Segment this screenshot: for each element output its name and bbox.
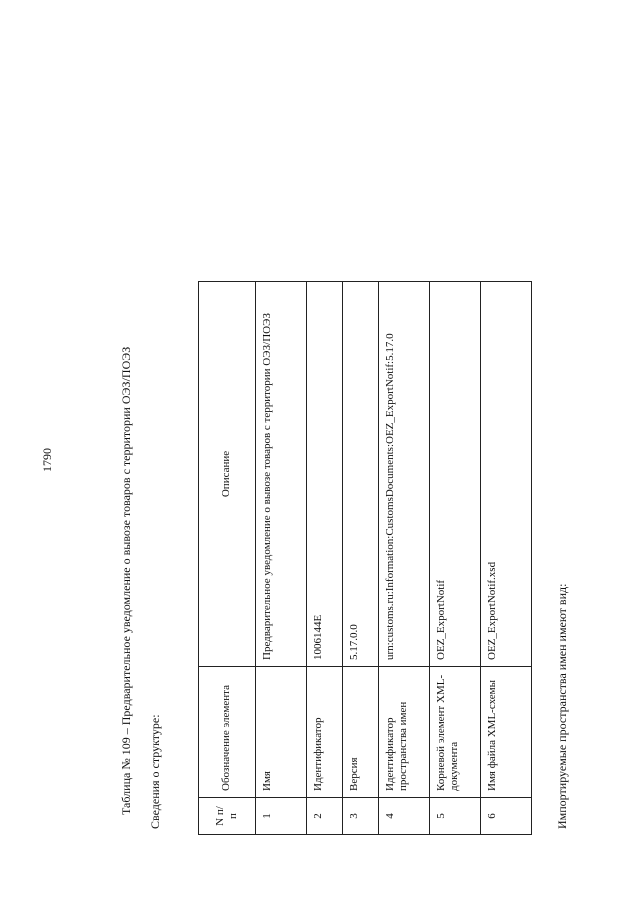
table-header-row: [199, 282, 256, 835]
row-element: Идентификатор: [307, 667, 343, 798]
row-num: 2: [307, 798, 343, 835]
header-element: Обозначение элемента: [199, 667, 256, 798]
row-element: Корневой элемент XML-документа: [430, 667, 481, 798]
table-row: [307, 282, 343, 835]
table-row: [481, 282, 532, 835]
row-num: 1: [256, 798, 307, 835]
table-row: [256, 282, 307, 835]
table-row: [343, 282, 379, 835]
row-element: Имя файла XML-схемы: [481, 667, 532, 798]
row-description: 5.17.0.0: [343, 282, 379, 667]
structure-subtitle: Сведения о структуре:: [148, 714, 162, 829]
structure-table: [198, 281, 532, 835]
row-description: 1006144E: [307, 282, 343, 667]
namespaces-intro: Импортируемые пространства имен имеют вид:: [555, 583, 569, 829]
row-description: OEZ_ExportNotif: [430, 282, 481, 667]
row-num: 3: [343, 798, 379, 835]
row-num: 5: [430, 798, 481, 835]
row-element: Имя: [256, 667, 307, 798]
page-number: 1790: [40, 448, 54, 472]
row-description: urn:customs.ru:Information:CustomsDocuments:OEZ_ExportNotif:5.17.0: [379, 282, 430, 667]
row-num: 4: [379, 798, 430, 835]
table-row: [430, 282, 481, 835]
row-element: Идентификатор пространства имен: [379, 667, 430, 798]
table-row: [379, 282, 430, 835]
header-description: Описание: [199, 282, 256, 667]
row-num: 6: [481, 798, 532, 835]
row-element: Версия: [343, 667, 379, 798]
header-num: N п/п: [199, 798, 256, 835]
row-description: Предварительное уведомление о вывозе товаров с территории ОЭЗ/ПОЭЗ: [256, 282, 307, 667]
table-title: Таблица № 109 – Предварительное уведомление о вывозе товаров с территории ОЭЗ/ПОЭЗ: [119, 346, 133, 815]
row-description: OEZ_ExportNotif.xsd: [481, 282, 532, 667]
